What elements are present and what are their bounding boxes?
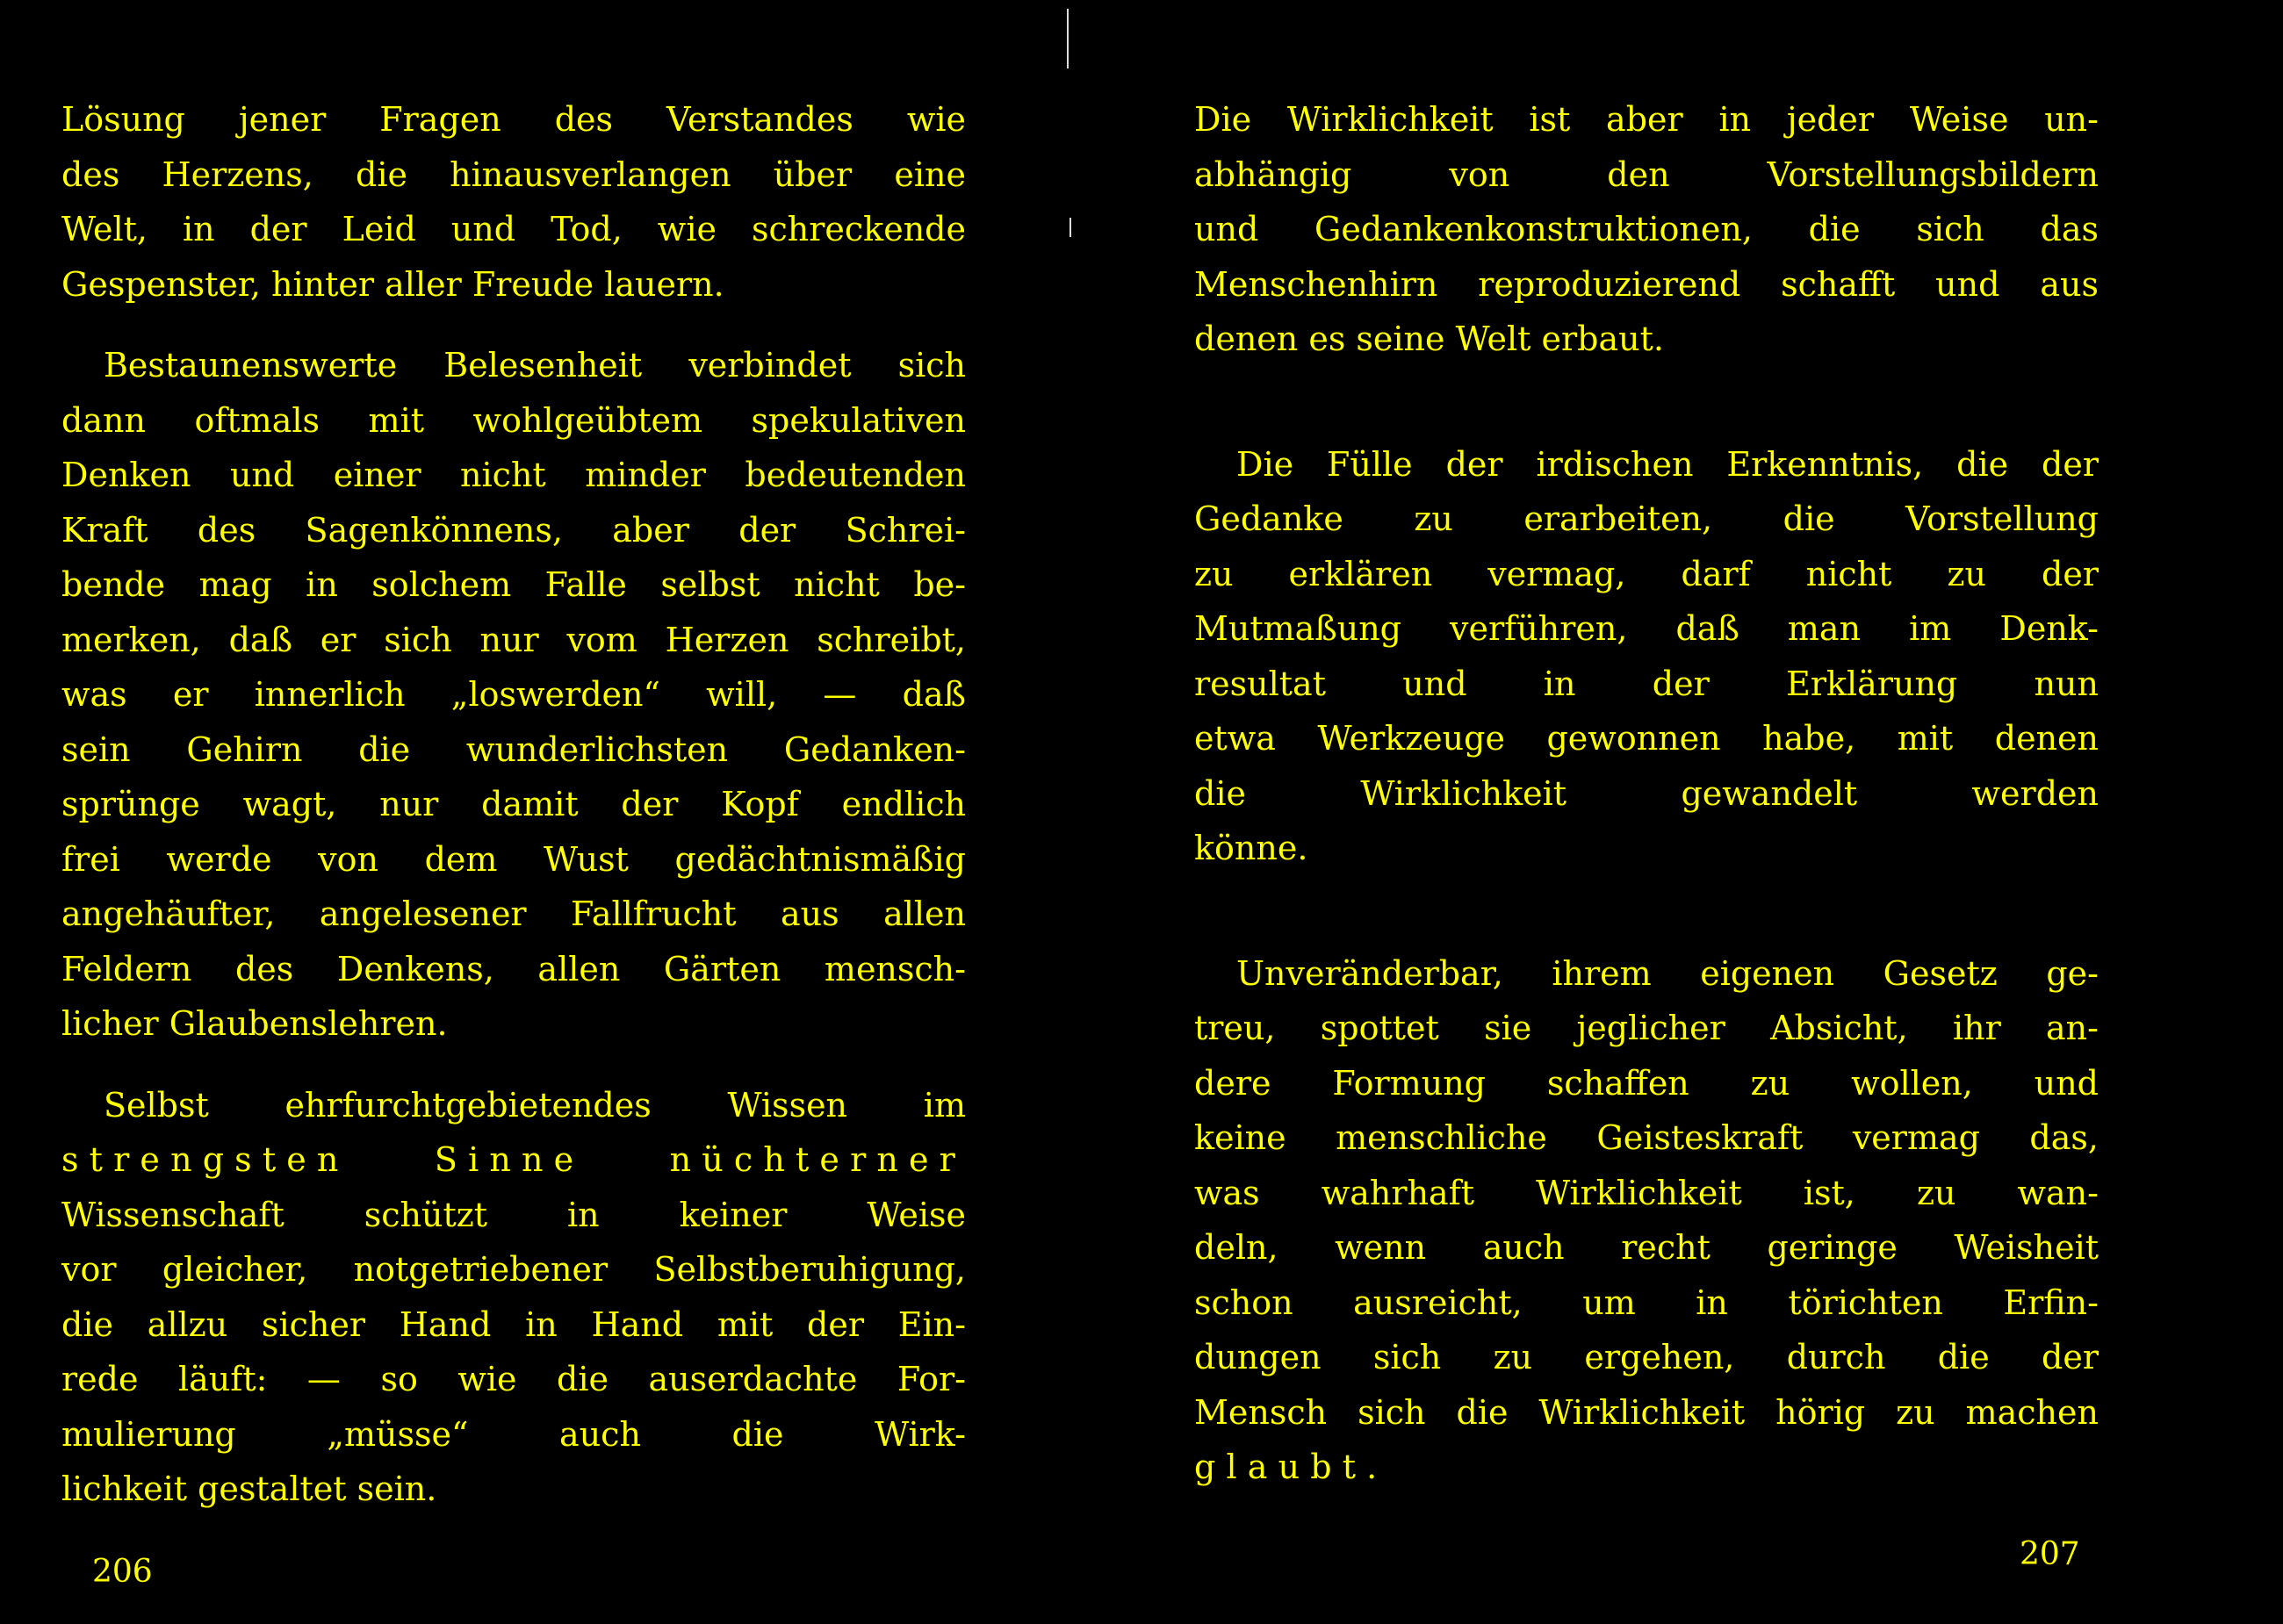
text-line: keine menschliche Geisteskraft vermag das,: [1194, 1118, 2099, 1157]
text-line: etwa Werkzeuge gewonnen habe, mit denen: [1194, 719, 2099, 758]
paragraph: [61, 338, 966, 1052]
text-line: dann oftmals mit wohlgeübtem spekulativen: [61, 400, 966, 440]
text-line: lichkeit gestaltet sein.: [61, 1470, 437, 1508]
text-line: Kraft des Sagenkönnens, aber der Schrei-: [61, 510, 966, 550]
text-line: sein Gehirn die wunderlichsten Gedanken-: [61, 729, 966, 769]
text-line: Mensch sich die Wirklichkeit hörig zu machen: [1194, 1392, 2099, 1432]
text-line: zu erklären vermag, darf nicht zu der: [1194, 554, 2099, 593]
paragraph: [1194, 92, 2099, 367]
text-line: Die Wirklichkeit ist aber in jeder Weise un-: [1194, 100, 2099, 139]
text-line: Gedanke zu erarbeiten, die Vorstellung: [1194, 499, 2099, 538]
text-line: dungen sich zu ergehen, durch die der: [1194, 1338, 2099, 1376]
paragraph: [1194, 437, 2099, 876]
gutter-mark: [1069, 218, 1071, 237]
paragraph: [61, 92, 966, 312]
text-line: Lösung jener Fragen des Verstandes wie: [61, 100, 966, 139]
text-line: denen es seine Welt erbaut.: [1194, 320, 1664, 358]
paragraph: [1194, 946, 2099, 1495]
text-line: Denken und einer nicht minder bedeutenden: [61, 456, 966, 494]
text-line: die allzu sicher Hand in Hand mit der Ein-: [61, 1304, 966, 1344]
page-number: 207: [2020, 1536, 2080, 1572]
text-line: Unveränderbar, ihrem eigenen Gesetz ge-: [1236, 953, 2099, 993]
text-line: und Gedankenkonstruktionen, die sich das: [1194, 210, 2099, 248]
text-line: abhängig von den Vorstellungsbildern: [1194, 154, 2099, 194]
paragraph: [61, 1078, 966, 1517]
text-line: angehäufter, angelesener Fallfrucht aus allen: [61, 895, 966, 933]
text-line: bende mag in solchem Falle selbst nicht be-: [61, 565, 966, 604]
text-line: des Herzens, die hinausverlangen über eine: [61, 154, 966, 194]
text-line: treu, spottet sie jeglicher Absicht, ihr an-: [1194, 1009, 2099, 1047]
text-line: was wahrhaft Wirklichkeit ist, zu wan-: [1194, 1173, 2099, 1212]
right-page: [1194, 92, 2099, 1495]
text-line: mulierung „müsse“ auch die Wirk-: [61, 1414, 966, 1454]
text-line: die Wirklichkeit gewandelt werden: [1194, 773, 2099, 813]
text-line: schon ausreicht, um in törichten Erfin-: [1194, 1283, 2099, 1322]
text-line: frei werde von dem Wust gedächtnismäßig: [61, 839, 966, 879]
page-number: 206: [92, 1554, 153, 1590]
text-line: Bestaunenswerte Belesenheit verbindet sich: [104, 346, 966, 384]
text-line: deln, wenn auch recht geringe Weisheit: [1194, 1228, 2099, 1267]
text-line: Die Fülle der irdischen Erkenntnis, die der: [1236, 444, 2099, 484]
text-line: Wissenschaft schützt in keiner Weise: [61, 1195, 966, 1234]
text-line: licher Glaubenslehren.: [61, 1004, 448, 1043]
text-line: resultat und in der Erklärung nun: [1194, 664, 2099, 703]
text-line: glaubt.: [1194, 1448, 1388, 1486]
text-line: Feldern des Denkens, allen Gärten mensch-: [61, 949, 966, 988]
text-line: könne.: [1194, 829, 1308, 867]
text-line: Gespenster, hinter aller Freude lauern.: [61, 264, 724, 304]
text-line: strengsten Sinne nüchterner: [61, 1140, 966, 1179]
text-line: merken, daß er sich nur vom Herzen schreibt,: [61, 620, 966, 659]
left-page: [61, 92, 966, 1517]
text-line: sprünge wagt, nur damit der Kopf endlich: [61, 785, 966, 823]
text-line: Mutmaßung verführen, daß man im Denk-: [1194, 609, 2099, 648]
gutter-mark: [1067, 9, 1069, 68]
text-line: dere Formung schaffen zu wollen, und: [1194, 1063, 2099, 1103]
text-line: rede läuft: — so wie die auserdachte For-: [61, 1360, 966, 1398]
text-line: Menschenhirn reproduzierend schafft und aus: [1194, 264, 2099, 304]
text-line: vor gleicher, notgetriebener Selbstberuhigung,: [61, 1250, 966, 1289]
text-line: Selbst ehrfurchtgebietendes Wissen im: [104, 1085, 966, 1125]
text-line: was er innerlich „loswerden“ will, — daß: [61, 675, 966, 714]
text-line: Welt, in der Leid und Tod, wie schreckende: [61, 210, 966, 248]
